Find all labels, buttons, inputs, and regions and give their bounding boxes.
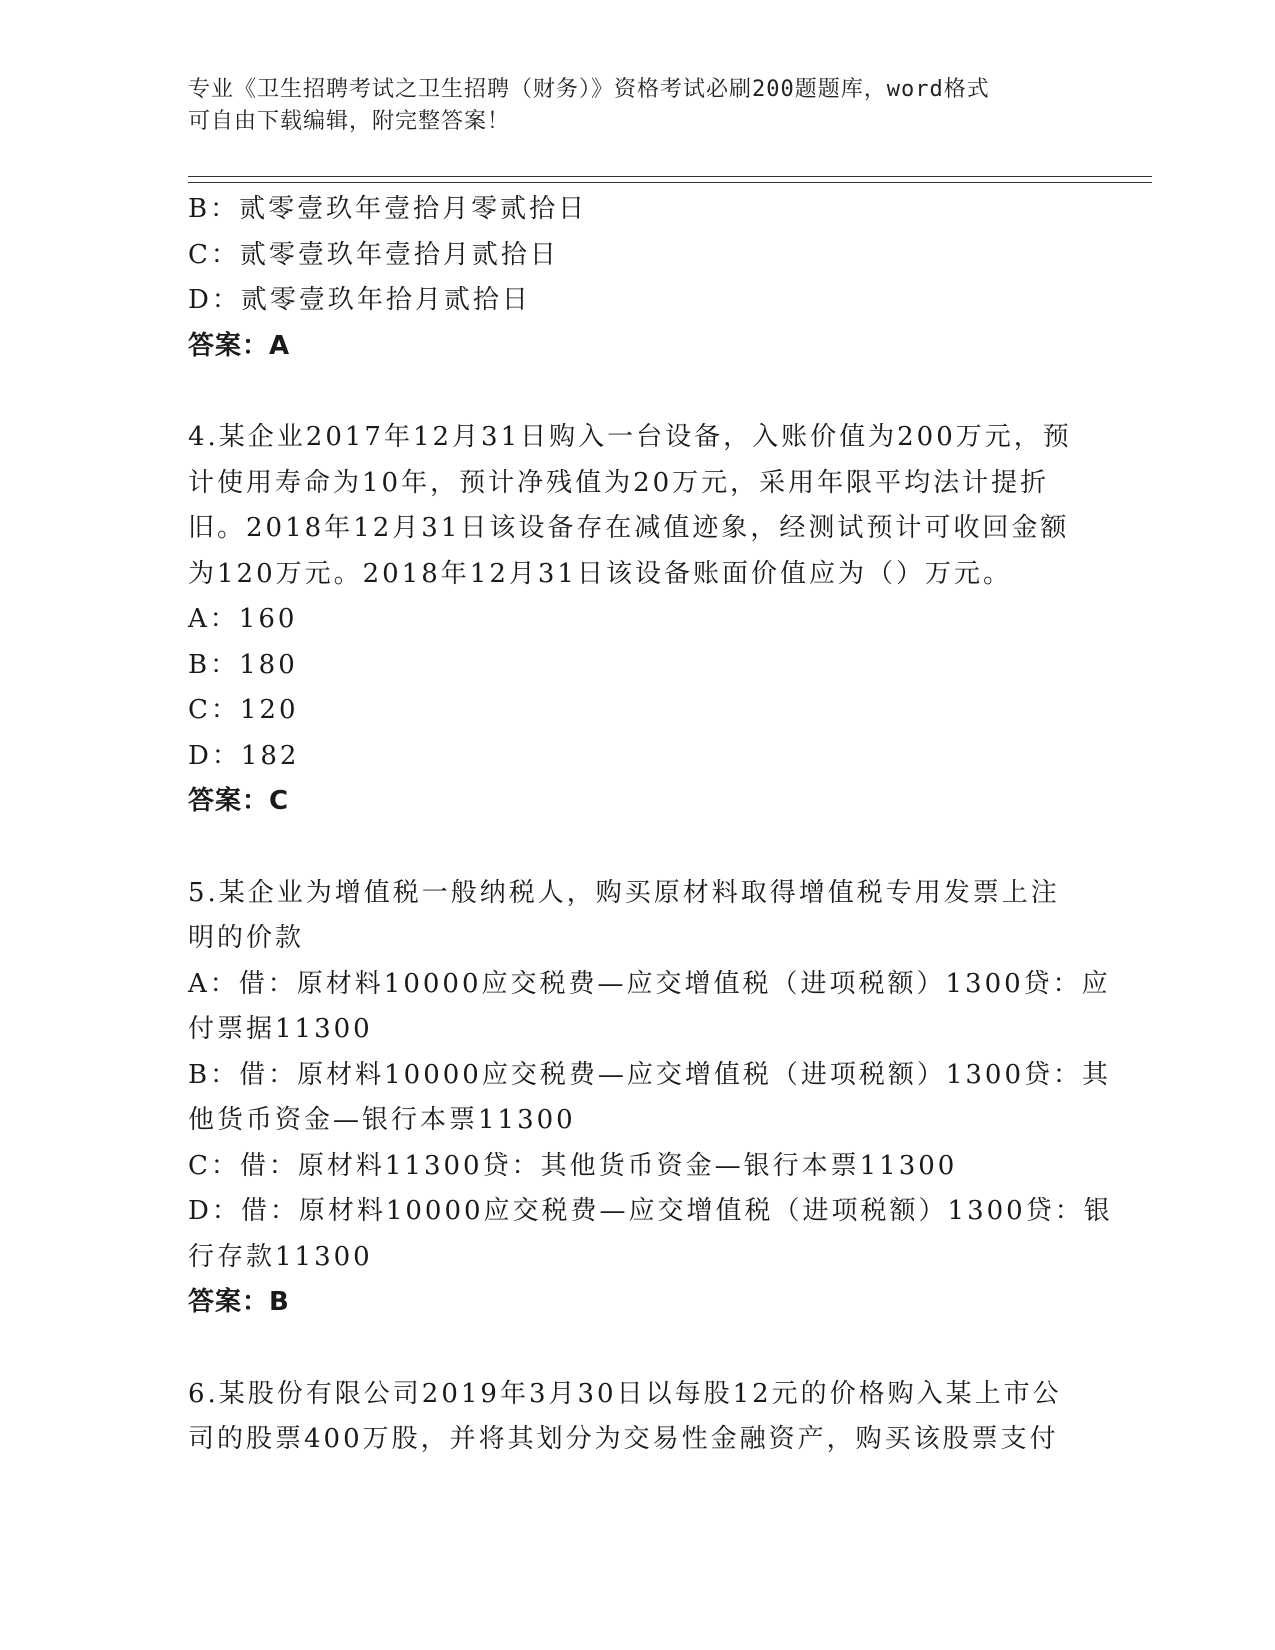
header-divider-bottom xyxy=(188,182,1152,183)
option-b-continued: 他货币资金—银行本票11300 xyxy=(188,1105,576,1135)
option-a-continued: 付票据11300 xyxy=(188,1014,373,1044)
question-text-line: 4.某企业2017年12月31日购入一台设备，入账价值为200万元，预 xyxy=(188,422,1072,452)
spacer xyxy=(188,825,1088,871)
option-c: C：借：原材料11300贷：其他货币资金—银行本票11300 xyxy=(188,1150,958,1181)
question-text-line: 5.某企业为增值税一般纳税人，购买原材料取得增值税专用发票上注 xyxy=(188,877,1060,908)
option-d: D：贰零壹玖年拾月贰拾日 xyxy=(188,285,531,315)
option-d: D：借：原材料10000应交税费—应交增值税（进项税额）1300贷：银 xyxy=(188,1196,1113,1226)
header-divider-top xyxy=(188,176,1152,177)
document-body xyxy=(188,187,1113,1463)
header-title-line-2: 可自由下载编辑，附完整答案！ xyxy=(188,109,511,134)
answer: 答案：A xyxy=(188,330,291,361)
option-b: B：贰零壹玖年壹拾月零贰拾日 xyxy=(188,194,588,224)
option-d-continued: 行存款11300 xyxy=(188,1241,373,1272)
option-b: B：180 xyxy=(188,649,298,680)
question-6 xyxy=(188,1372,1088,1463)
question-text-line: 计使用寿命为10年，预计净残值为20万元，采用年限平均法计提折 xyxy=(188,467,1050,498)
question-5 xyxy=(188,871,1113,1326)
document-header xyxy=(188,74,1068,138)
option-a: A：160 xyxy=(188,604,298,634)
header-title-line-1: 专业《卫生招聘考试之卫生招聘（财务）》资格考试必刷200题题库，word格式 xyxy=(188,77,990,102)
option-c: C：贰零壹玖年壹拾月贰拾日 xyxy=(188,239,559,270)
spacer xyxy=(188,369,1088,415)
question-text-line: 旧。2018年12月31日该设备存在减值迹象，经测试预计可收回金额 xyxy=(188,513,1070,543)
question-text-line: 明的价款 xyxy=(188,923,305,953)
question-text-line: 为120万元。2018年12月31日该设备账面价值应为（）万元。 xyxy=(188,558,1012,589)
answer: 答案：C xyxy=(188,786,290,816)
question-4 xyxy=(188,415,1088,825)
question-text-line: 6.某股份有限公司2019年3月30日以每股12元的价格购入某上市公 xyxy=(188,1378,1062,1409)
option-b: B：借：原材料10000应交税费—应交增值税（进项税额）1300贷：其 xyxy=(188,1059,1111,1090)
option-c: C：120 xyxy=(188,695,299,725)
question-3-fragment xyxy=(188,187,1088,369)
question-text-line: 司的股票400万股，并将其划分为交易性金融资产，购买该股票支付 xyxy=(188,1424,1059,1454)
option-a: A：借：原材料10000应交税费—应交增值税（进项税额）1300贷：应 xyxy=(188,968,1111,999)
spacer xyxy=(188,1326,1088,1372)
option-d: D：182 xyxy=(188,740,300,771)
answer: 答案：B xyxy=(188,1287,290,1317)
